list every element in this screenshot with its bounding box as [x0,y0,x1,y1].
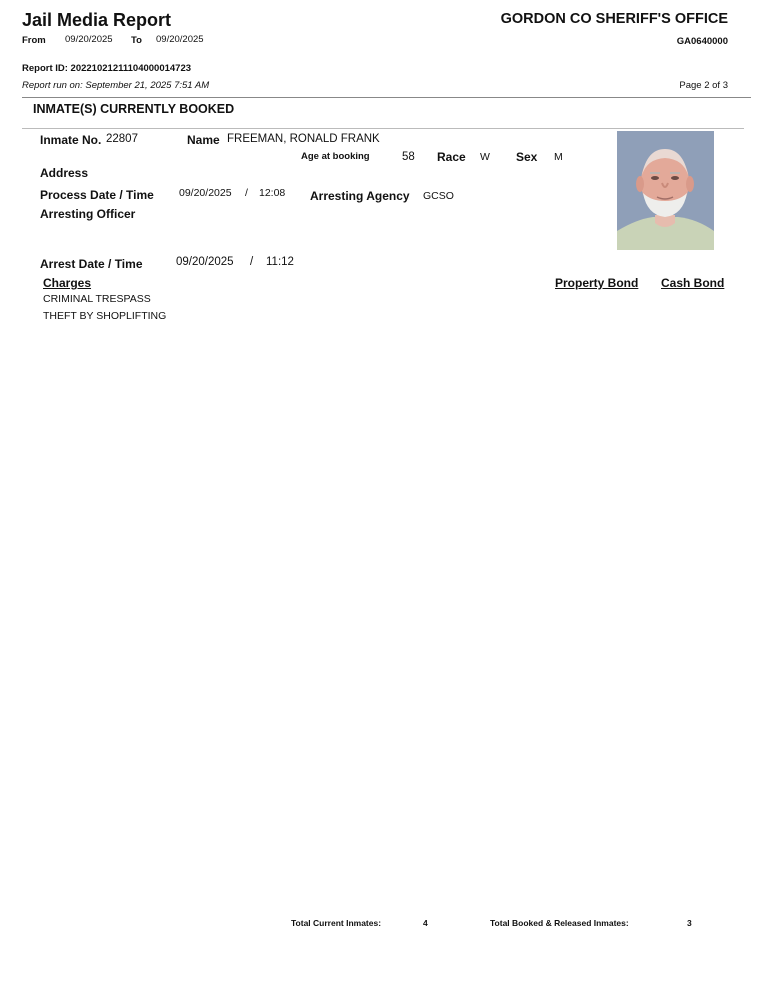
report-title: Jail Media Report [22,10,172,30]
from-label: From [22,35,46,46]
name-label: Name [187,133,220,147]
total-current-label: Total Current Inmates: [291,918,382,928]
arresting-agency-label: Arresting Agency [310,189,410,203]
arresting-agency-value: GCSO [423,190,454,202]
arresting-officer-label: Arresting Officer [40,207,136,221]
total-current-value: 4 [423,918,428,928]
ori-code: GA0640000 [676,36,728,47]
report-run-on: Report run on: September 21, 2025 7:51 AM [22,80,210,91]
section-divider [22,128,744,129]
section-title: INMATE(S) CURRENTLY BOOKED [33,102,235,116]
sex-value: M [554,151,563,163]
cash-bond-header: Cash Bond [661,276,725,290]
from-date: 09/20/2025 [65,34,113,45]
process-datetime-label: Process Date / Time [40,188,154,202]
name-value: FREEMAN, RONALD FRANK [227,133,380,145]
arrest-date-value: 09/20/2025 [176,256,234,268]
inmate-photo [617,131,714,250]
address-label: Address [40,166,89,180]
to-label: To [131,35,142,46]
arrest-separator: / [250,256,254,268]
charges-header: Charges [43,276,92,290]
property-bond-header: Property Bond [555,276,639,290]
race-value: W [480,151,490,163]
age-label: Age at booking [301,151,370,162]
header-divider [22,97,751,98]
age-value: 58 [402,151,415,163]
charge-item: CRIMINAL TRESPASS [43,293,151,305]
inmate-no-value: 22807 [106,133,138,145]
total-booked-released-value: 3 [687,918,692,928]
process-separator: / [245,187,248,199]
arrest-time-value: 11:12 [266,256,294,268]
process-time-value: 12:08 [259,187,286,199]
inmate-no-label: Inmate No. [40,133,102,147]
agency-name: GORDON CO SHERIFF'S OFFICE [500,11,728,27]
arrest-datetime-label: Arrest Date / Time [40,257,143,271]
total-booked-released-label: Total Booked & Released Inmates: [490,918,629,928]
race-label: Race [437,150,466,164]
charge-item: THEFT BY SHOPLIFTING [43,310,167,322]
process-date-value: 09/20/2025 [179,187,232,199]
to-date: 09/20/2025 [156,34,204,45]
page-number: Page 2 of 3 [679,80,728,91]
report-id: Report ID: 20221021211104000014723 [22,63,192,74]
sex-label: Sex [516,150,538,164]
